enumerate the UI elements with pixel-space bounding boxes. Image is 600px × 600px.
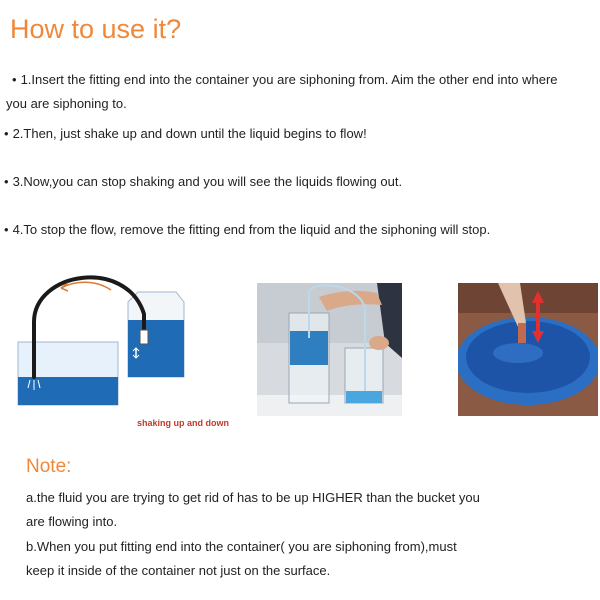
left-tank-water bbox=[18, 377, 118, 405]
step-3-text: 3.Now,you can stop shaking and you will see the liquids flowing out. bbox=[12, 174, 403, 189]
note-a bbox=[26, 486, 586, 534]
bullet: • bbox=[4, 222, 9, 237]
siphon-photo-cylinders bbox=[257, 283, 402, 416]
short-cylinder-liquid bbox=[346, 391, 382, 403]
step-4-text: 4.To stop the flow, remove the fitting end from the liquid and the siphoning will stop. bbox=[12, 222, 491, 237]
note-b bbox=[26, 535, 586, 583]
step-1 bbox=[6, 68, 596, 116]
step-1-text-line2: you are siphoning to. bbox=[6, 96, 127, 111]
step-4 bbox=[4, 218, 490, 242]
flow-arrow bbox=[61, 282, 111, 290]
bullet: • bbox=[4, 126, 9, 141]
note-b-line1: b.When you put fitting end into the container( you are siphoning from),must bbox=[26, 539, 457, 554]
siphon-diagram bbox=[16, 262, 196, 412]
page-title: How to use it? bbox=[10, 14, 182, 44]
step-2 bbox=[4, 122, 367, 146]
note-title: Note: bbox=[26, 456, 72, 477]
step-2-text: 2.Then, just shake up and down until the liquid begins to flow! bbox=[12, 126, 367, 141]
step-3 bbox=[4, 170, 402, 194]
siphon-photo-bucket bbox=[458, 283, 598, 416]
note-a-line1: a.the fluid you are trying to get rid of has to be up HIGHER than the bucket you bbox=[26, 490, 480, 505]
diagram-caption: shaking up and down bbox=[137, 418, 229, 428]
fitting-in-bucket bbox=[518, 323, 526, 343]
note-a-line2: are flowing into. bbox=[26, 514, 118, 529]
bullet: • bbox=[4, 174, 9, 189]
note-b-line2: keep it inside of the container not just on the surface. bbox=[26, 563, 331, 578]
bullet: • bbox=[12, 72, 17, 87]
step-1-text-line1: 1.Insert the fitting end into the container you are siphoning from. Aim the other end into where bbox=[20, 72, 558, 87]
fitting-end bbox=[140, 330, 148, 344]
